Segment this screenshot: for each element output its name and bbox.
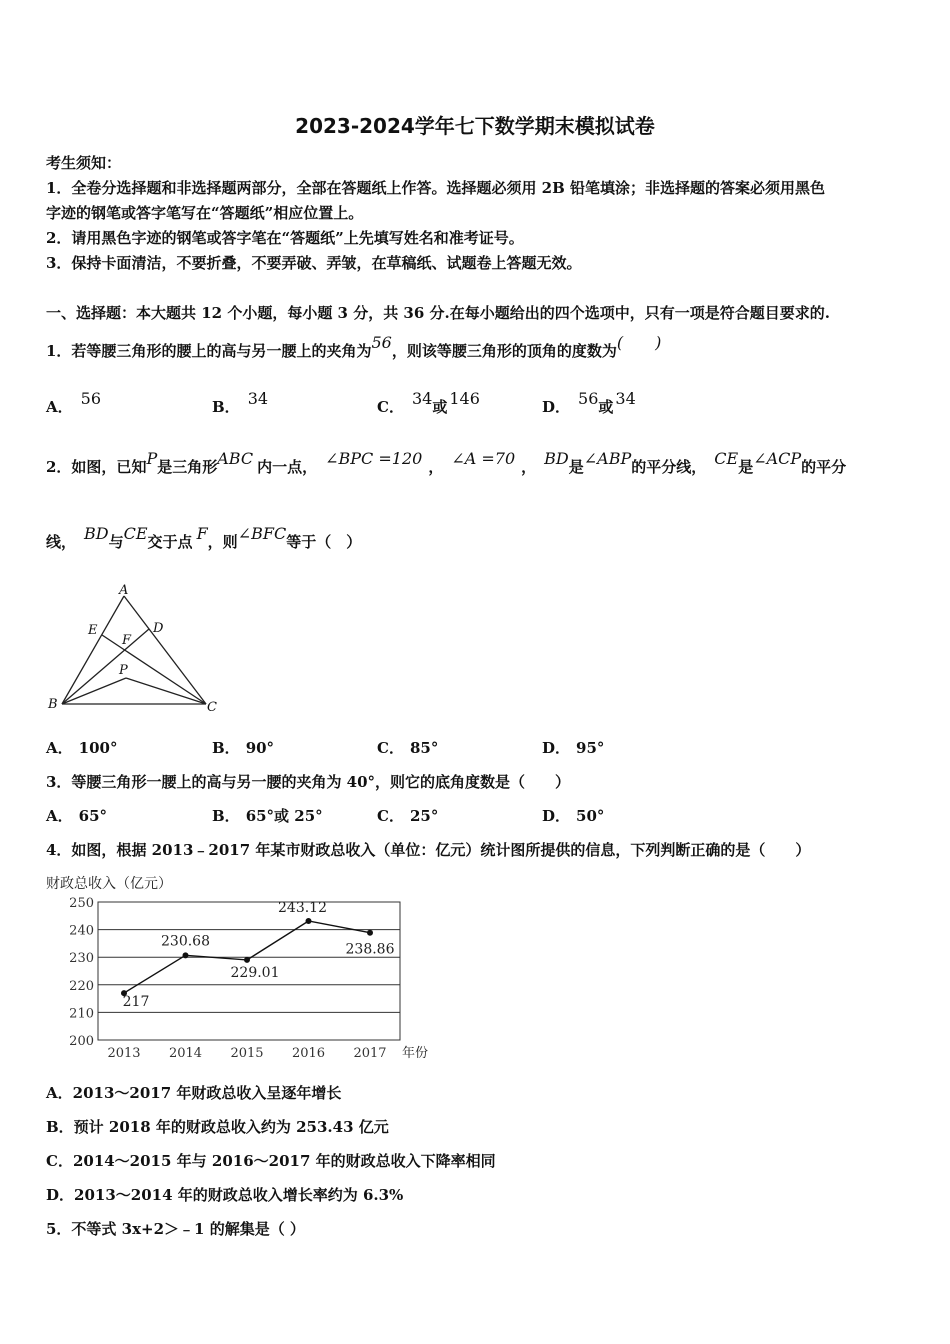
segment-cp [126,678,206,704]
q4-option-b[interactable]: B．预计 2018 年的财政总收入约为 253.43 亿元 [46,1118,389,1136]
q4-option-d[interactable]: D．2013～2014 年的财政总收入增长率约为 6.3% [46,1186,404,1204]
notice-line-3: 3．保持卡面清洁，不要折叠，不要弄破、弄皱，在草稿纸、试题卷上答题无效。 [46,254,582,272]
label-e: E [88,623,98,638]
notice-line-2: 2．请用黑色字迹的钢笔或答字笔在“答题纸”上先填写姓名和准考证号。 [46,229,524,247]
q1-option-d[interactable]: D． 56或 34 [542,389,636,416]
revenue-line-chart [40,868,460,1068]
label-p: P [119,663,128,678]
chart-y-tick-label: 210 [69,1006,94,1022]
label-f: F [122,633,132,648]
notice-heading: 考生须知： [46,154,122,172]
q2-option-d[interactable]: D． 95° [542,739,605,757]
label-b: B [48,697,58,712]
chart-data-label: 243.12 [278,899,327,916]
chart-data-point [183,952,189,958]
q3-option-b[interactable]: B． 65°或 25° [212,807,323,825]
segment-bp [62,678,126,704]
label-c: C [207,700,217,715]
chart-x-tick-label: 2014 [168,1046,203,1061]
chart-data-label: 229.01 [230,964,280,981]
notice-line-1a: 1．全卷分选择题和非选择题两部分，全部在答题纸上作答。选择题必须用 2B 铅笔填涂；非选择题的答案必须用黑色 [46,179,826,197]
chart-y-tick-label: 220 [69,978,94,994]
q1-option-a[interactable]: A． 56 [46,389,101,416]
q1-option-b[interactable]: B． 34 [212,389,269,416]
q4-option-a[interactable]: A．2013～2017 年财政总收入呈逐年增长 [46,1084,342,1102]
chart-x-axis-label: 年份 [402,1046,429,1061]
q3-option-c[interactable]: C． 25° [377,807,439,825]
q2-option-b[interactable]: B． 90° [212,739,275,757]
q1-option-c[interactable]: C． 34或 146 [377,389,480,416]
chart-data-point [306,918,312,924]
q1-paren: ( ) [616,333,662,352]
chart-data-label: 217 [122,994,150,1011]
q2-stem-line2: 线， BD与CE交于点 F，则∠BFC等于（ ） [46,524,362,551]
chart-y-tick-label: 250 [69,896,94,911]
q3-stem: 3．等腰三角形一腰上的高与另一腰的夹角为 40°，则它的底角度数是（ ） [46,773,571,791]
q1-angle: 56 [371,333,392,352]
chart-data-point [367,930,373,936]
q2-triangle-figure [40,578,230,718]
chart-x-tick-label: 2017 [353,1046,387,1061]
chart-x-tick-label: 2016 [291,1046,326,1061]
q2-option-a[interactable]: A． 100° [46,739,118,757]
chart-x-tick-label: 2013 [107,1046,141,1061]
edge-ac [124,596,206,704]
edge-ab [62,596,124,704]
label-d: D [153,621,164,636]
page-title: 2023-2024学年七下数学期末模拟试卷 [295,114,655,138]
chart-y-tick-label: 240 [69,923,94,939]
chart-title: 财政总收入（亿元） [46,876,172,892]
q1-stem: 1．若等腰三角形的腰上的高与另一腰上的夹角为56，则该等腰三角形的顶角的度数为( ) [46,333,662,360]
label-a: A [119,583,129,598]
segment-ce [102,635,206,704]
q5-stem: 5．不等式 3x+2＞﹣1 的解集是（ ） [46,1220,305,1238]
section-heading: 一、选择题：本大题共 12 个小题，每小题 3 分，共 36 分.在每小题给出的四个选项中，只有一项是符合题目要求的. [46,304,830,322]
chart-y-tick-label: 200 [69,1034,94,1049]
q4-stem: 4．如图，根据 2013﹣2017 年某市财政总收入（单位：亿元）统计图所提供的信息，下列判断正确的是（ ） [46,841,811,859]
chart-y-tick-label: 230 [69,951,94,967]
q4-option-c[interactable]: C．2014～2015 年与 2016～2017 年的财政总收入下降率相同 [46,1152,496,1170]
q2-option-c[interactable]: C． 85° [377,739,439,757]
chart-x-tick-label: 2015 [230,1046,264,1061]
chart-data-label: 238.86 [345,941,395,958]
chart-data-point [244,957,250,963]
q3-option-d[interactable]: D． 50° [542,807,605,825]
chart-data-label: 230.68 [161,933,210,950]
segment-bd [62,629,149,704]
q2-stem-line1: 2．如图，已知P是三角形ABC 内一点， ∠BPC =120 ， ∠A =70 ， BD是∠ABP的平分线， CE是∠ACP的平分 [46,449,847,476]
notice-line-1b: 字迹的钢笔或答字笔写在“答题纸”相应位置上。 [46,204,364,222]
q3-option-a[interactable]: A． 65° [46,807,108,825]
